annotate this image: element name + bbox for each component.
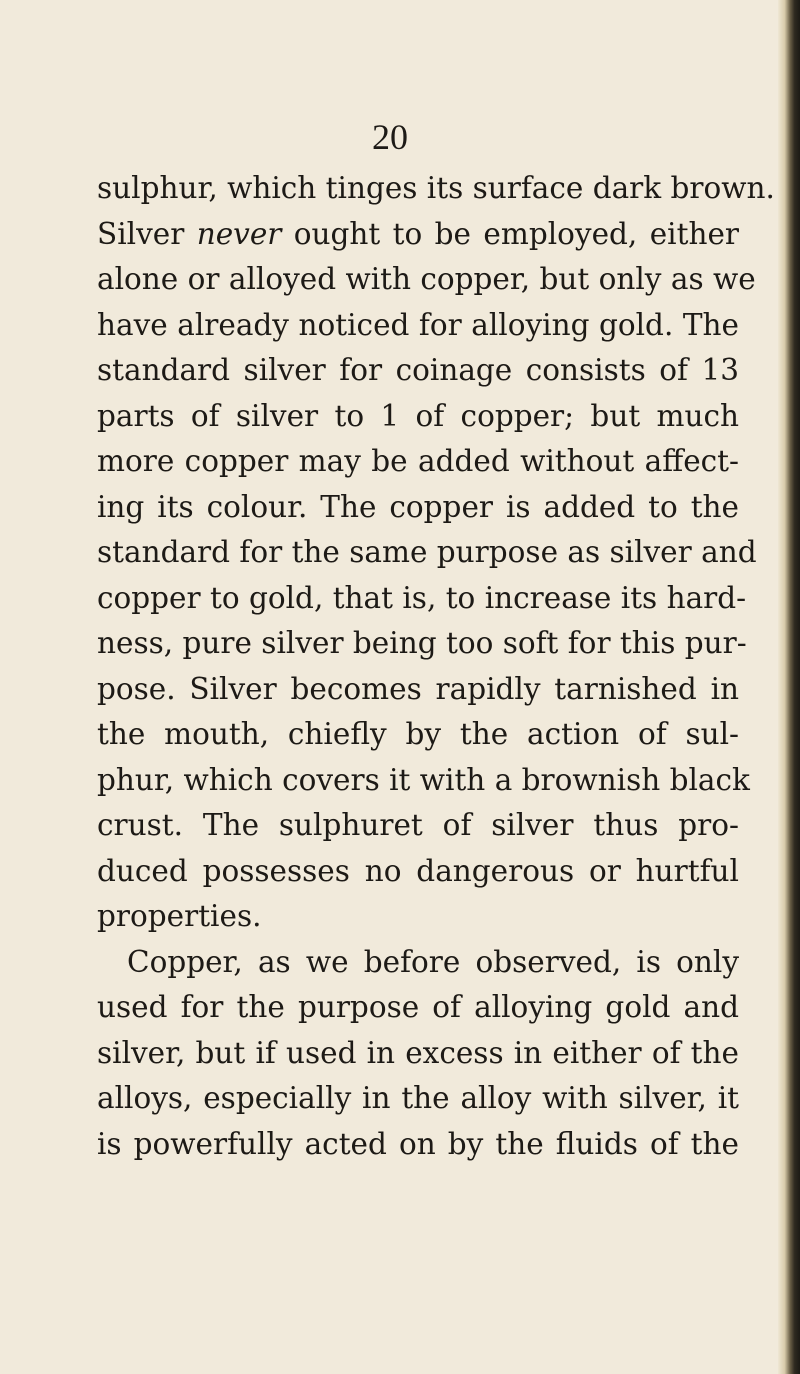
text-line: pose. Silver becomes rapidly tarnished in xyxy=(97,671,739,706)
text-line: the mouth, chiefly by the action of sul- xyxy=(97,717,739,751)
paragraph-end-line: properties. xyxy=(97,899,262,933)
book-binding-edge xyxy=(778,0,800,1374)
text-line: crust. The sulphuret of silver thus pro- xyxy=(97,808,739,842)
text-line: standard for the same purpose as silver and xyxy=(97,535,757,569)
text-line: standard silver for coinage consists of 13 xyxy=(97,353,739,387)
text-line xyxy=(97,212,739,258)
text-line: is powerfully acted on by the fluids of the xyxy=(97,1126,739,1161)
text-line: sulphur, which tinges its surface dark brown. xyxy=(97,171,775,205)
text-line: copper to gold, that is, to increase its hard- xyxy=(97,580,747,615)
text-line: alone or alloyed with copper, but only as we xyxy=(97,262,756,296)
text-line: silver, but if used in excess in either of the xyxy=(97,1035,739,1070)
text-line: ness, pure silver being too soft for this pur- xyxy=(97,626,747,660)
text-line: phur, which covers it with a brownish black xyxy=(97,762,750,797)
text-line: more copper may be added without affect- xyxy=(97,444,739,478)
text-line: duced possesses no dangerous or hurtful xyxy=(97,853,739,888)
page-number: 20 xyxy=(372,117,408,157)
emphasized-word: never xyxy=(196,216,282,251)
text-line: alloys, especially in the alloy with silver, it xyxy=(97,1081,739,1115)
text-line: parts of silver to 1 of copper; but much xyxy=(97,398,739,433)
paragraph-start-line: Copper, as we before observed, is only xyxy=(127,944,739,979)
text-line: have already noticed for alloying gold. The xyxy=(97,307,739,342)
text-line: ing its colour. The copper is added to the xyxy=(97,489,739,524)
text-span: ought to be employed, either xyxy=(281,216,739,251)
body-text xyxy=(97,166,775,1167)
text-line: used for the purpose of alloying gold and xyxy=(97,990,739,1024)
text-span: Silver xyxy=(97,216,197,251)
